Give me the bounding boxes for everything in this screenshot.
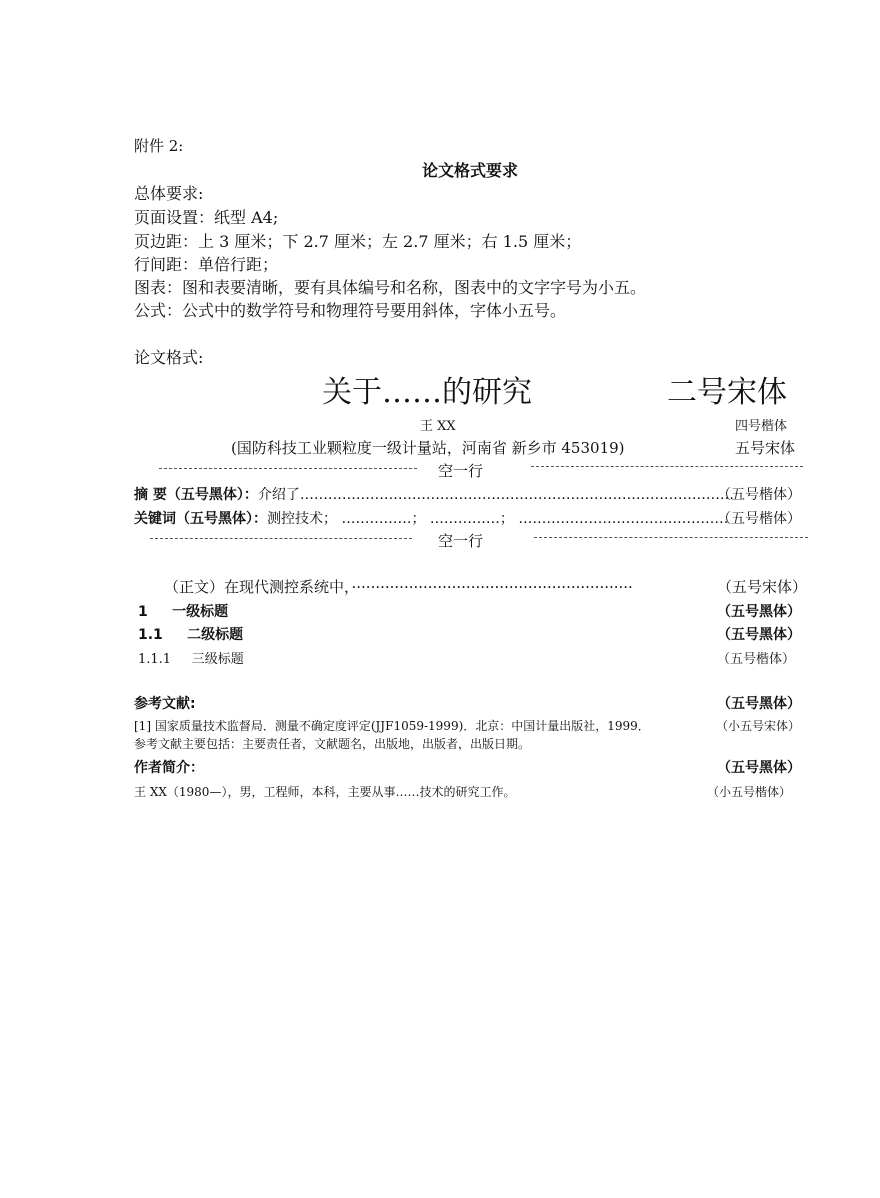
author-bio-text-note: （小五号楷体） <box>707 785 792 799</box>
references-label: 参考文献: <box>134 696 196 712</box>
document-title: 论文格式要求 <box>421 161 518 180</box>
general-line-2: 页边距：上 3 厘米；下 2.7 厘米；左 2.7 厘米；右 1.5 厘米； <box>134 232 582 251</box>
blank-line-marker: 空一行 <box>438 462 484 480</box>
body-text-sample: （正文）在现代测控系统中，··························································· <box>164 578 633 596</box>
references-note: （五号黑体） <box>717 696 801 712</box>
format-label: 论文格式: <box>134 348 204 367</box>
heading-level-2-note: （五号黑体） <box>717 627 801 643</box>
general-line-5: 公式：公式中的数学符号和物理符号要用斜体，字体小五号。 <box>134 301 567 320</box>
sample-title: 关于……的研究 <box>322 375 532 410</box>
heading-level-1: 1 一级标题 <box>138 604 229 620</box>
heading-level-3-note: （五号楷体） <box>717 652 796 667</box>
keywords-note: （五号楷体） <box>717 511 801 527</box>
references-description: 参考文献主要包括：主要责任者，文献题名，出版地，出版者，出版日期。 <box>134 737 531 751</box>
dashed-divider <box>531 466 803 467</box>
author-bio-label: 作者简介： <box>134 760 204 776</box>
abstract-note: （五号楷体） <box>717 487 801 503</box>
keywords-label: 关键词（五号黑体）： <box>134 511 267 527</box>
dashed-divider <box>159 468 417 469</box>
sample-author-note: 四号楷体 <box>735 419 788 434</box>
abstract-label: 摘 要（五号黑体）： <box>134 487 258 503</box>
keywords-text: 测控技术； ……………； ……………； ……………………………………… <box>267 511 729 527</box>
general-line-1: 页面设置：纸型 A4; <box>134 208 279 227</box>
general-line-4: 图表：图和表要清晰，要有具体编号和名称，图表中的文字字号为小五。 <box>134 278 647 297</box>
heading-level-1-note: （五号黑体） <box>717 604 801 620</box>
dashed-divider <box>534 537 808 538</box>
heading-level-3: 1.1.1 三级标题 <box>138 652 244 667</box>
blank-line-marker: 空一行 <box>438 532 484 550</box>
general-line-0: 总体要求: <box>134 184 204 203</box>
sample-affiliation: (国防科技工业颗粒度一级计量站，河南省 新乡市 453019) <box>231 439 625 457</box>
sample-title-note: 二号宋体 <box>667 375 787 410</box>
attachment-label: 附件 2: <box>134 137 184 155</box>
dashed-divider <box>150 538 412 539</box>
keywords-line <box>134 508 728 528</box>
general-line-3: 行间距：单倍行距； <box>134 255 279 274</box>
abstract-text: 介绍了………………………………………………………………………………… <box>257 487 734 503</box>
author-bio-note: （五号黑体） <box>717 760 801 776</box>
sample-author: 王 XX <box>420 419 456 434</box>
sample-affiliation-note: 五号宋体 <box>735 439 796 457</box>
heading-level-2: 1.1 二级标题 <box>138 627 244 643</box>
reference-item-note: （小五号宋体） <box>716 719 801 733</box>
abstract-line <box>134 484 734 504</box>
body-text-note: （五号宋体） <box>717 578 808 596</box>
reference-item: [1] 国家质量技术监督局．测量不确定度评定(JJF1059-1999)．北京：中国计量出版社，1999． <box>134 719 650 733</box>
author-bio-text: 王 XX（1980—），男，工程师，本科，主要从事……技术的研究工作。 <box>134 785 516 799</box>
